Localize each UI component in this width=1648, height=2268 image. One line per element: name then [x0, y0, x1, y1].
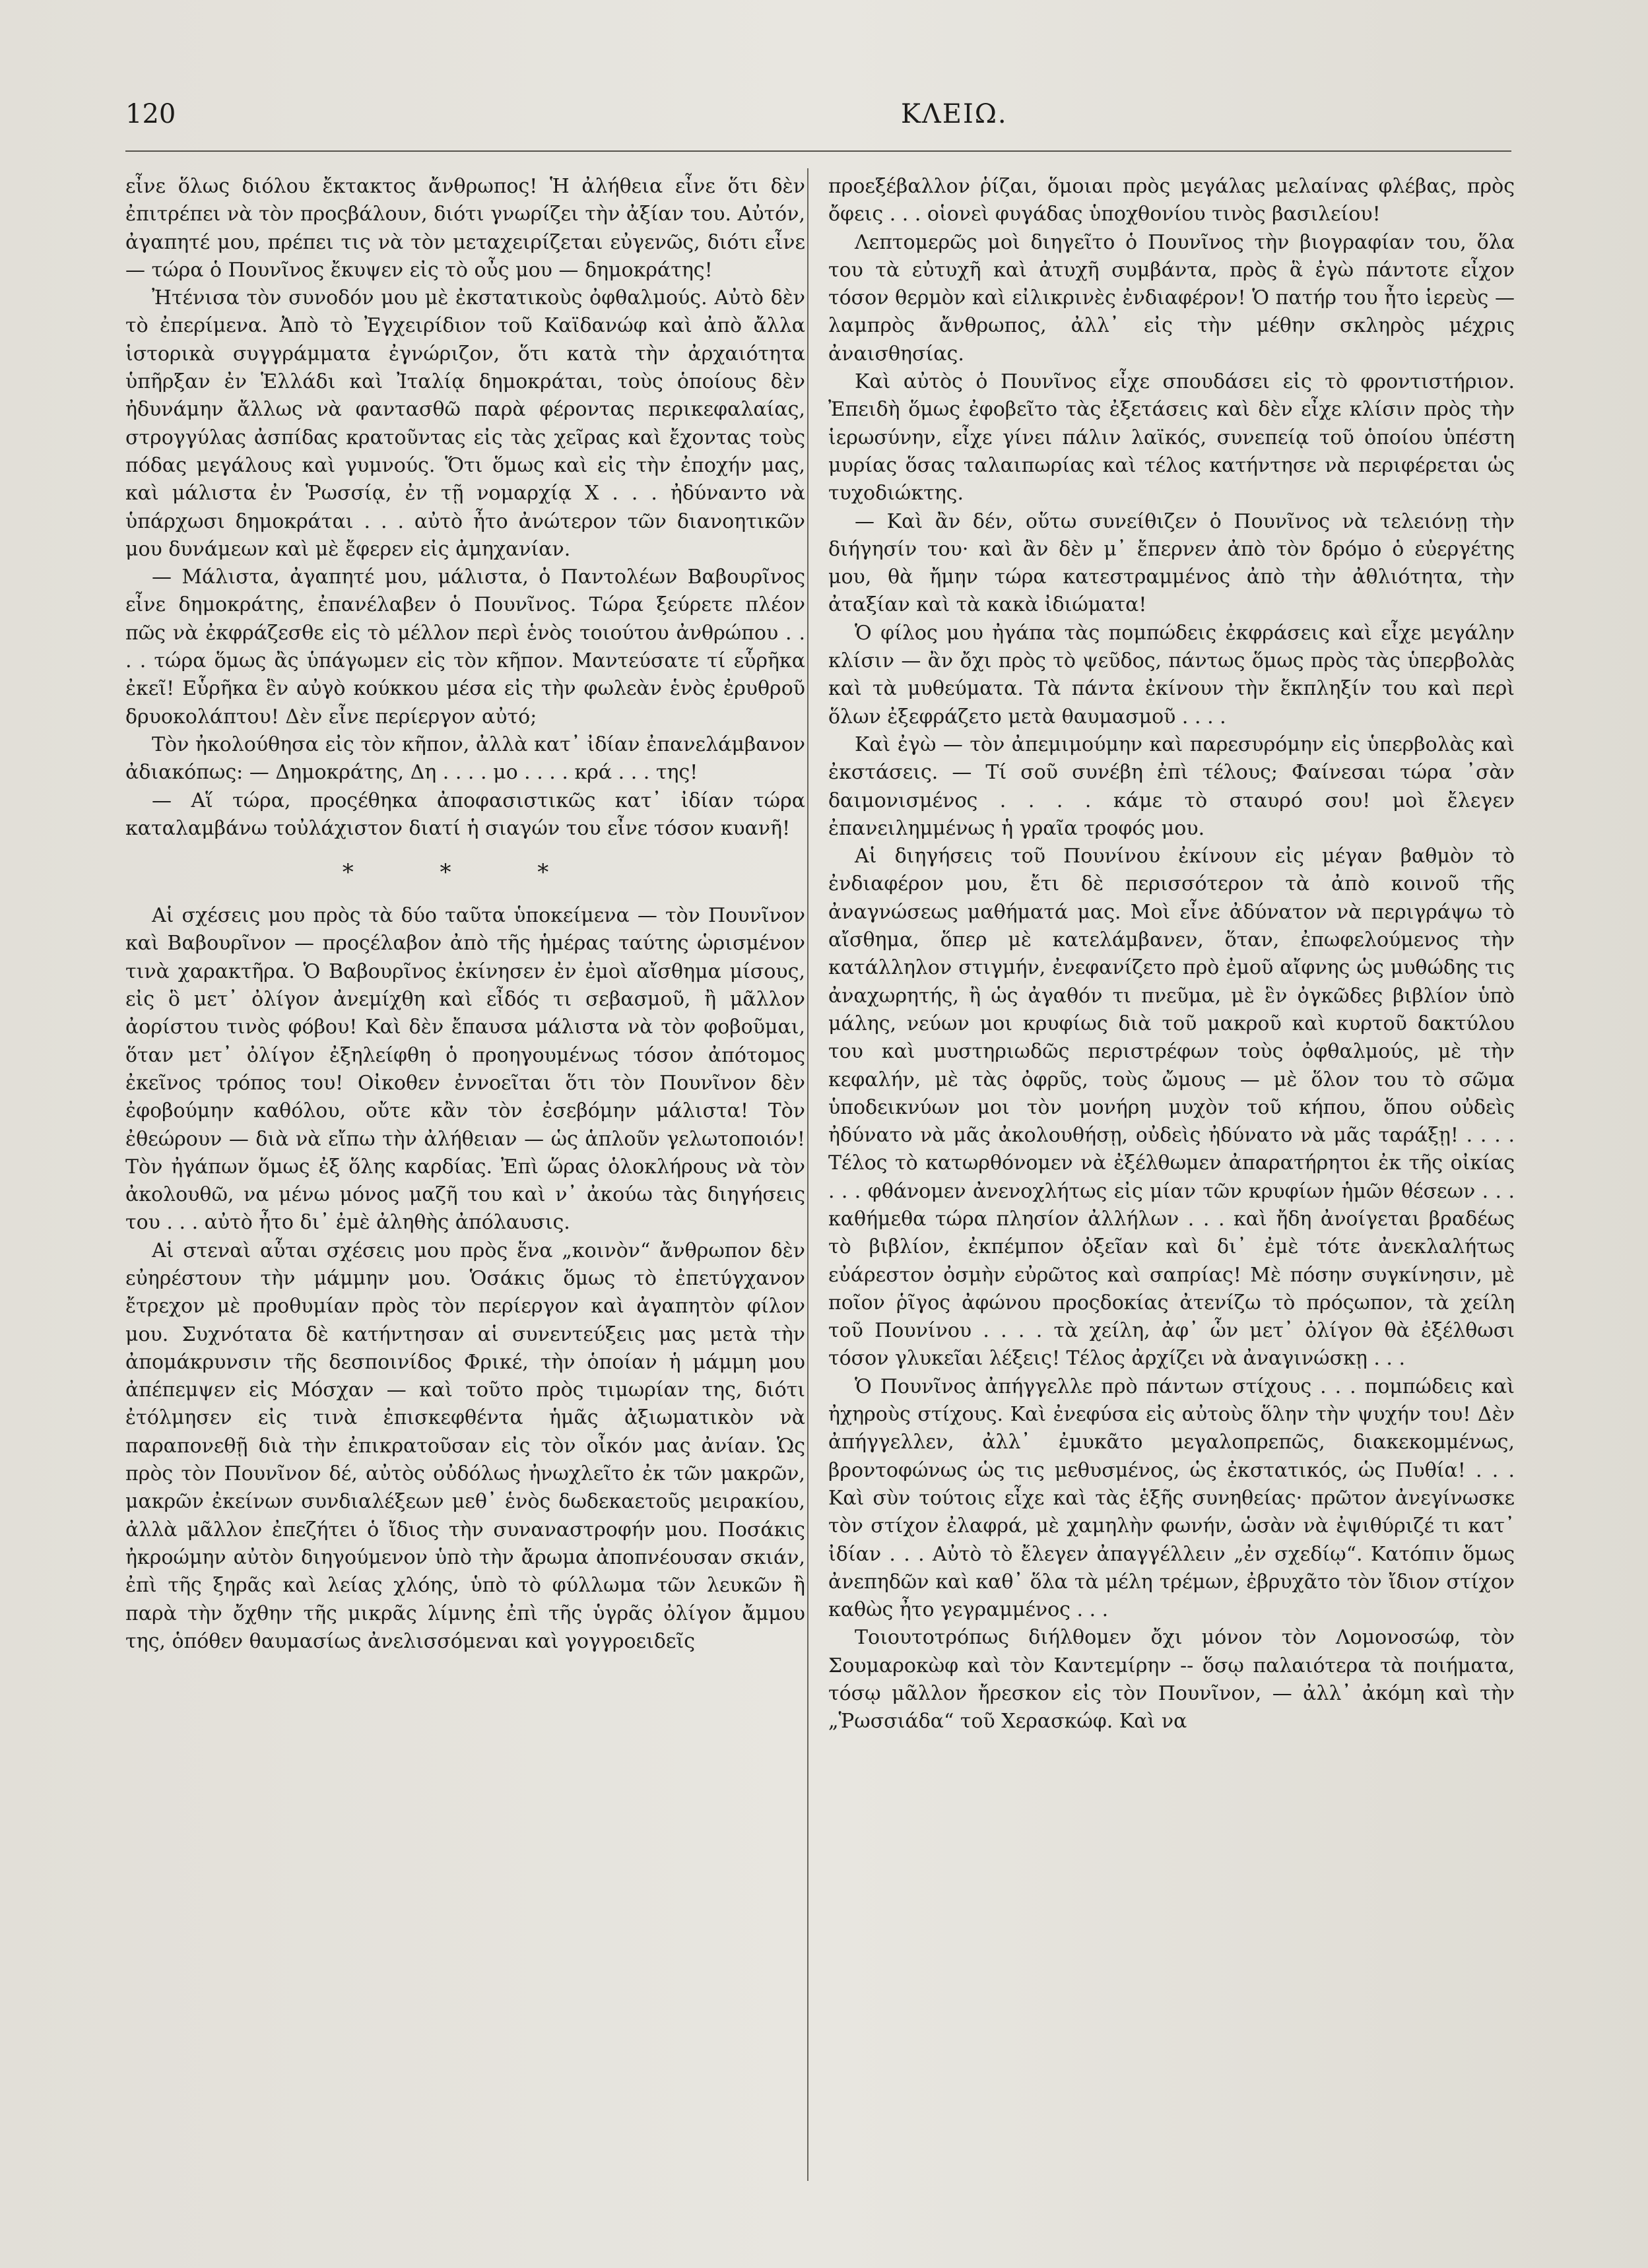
paragraph: Ὁ Πουνῖνος ἀπήγγελλε πρὸ πάντων στίχους . . . πομπώδεις καὶ ἠχηροὺς στίχους. Καὶ ἐνεφύσα εἰς αὐτοὺς ὅλην τὴν ψυχήν του! Δὲν ἀπήγγελλεν, ἀλλ᾿ ἐμυκᾶτο μεγαλοπρεπῶς, διακεκομμένως, βροντοφώνως ὡς τις μεθυσμένος, ὡς ἐκστατικός, ὡς Πυθία! . . . Καὶ σὺν τούτοις εἶχε καὶ τὰς ἑξῆς συνηθείας· πρῶτον ἀνεγίνωσκε τὸν στίχον ἐλαφρά, μὲ χαμηλὴν φωνήν, ὡσὰν νὰ ἐψιθύριζέ τι κατ᾿ ἰδίαν . . . Αὐτὸ τὸ ἔλεγεν ἀπαγγέλλειν „ἐν σχεδίῳ“. Κατόπιν ὅμως ἀνεπηδῶν καὶ καθ᾿ ὅλα τὰ μέλη τρέμων, ἐβρυχᾶτο τὸν ἴδιον στίχον καθὼς ἦτο γεγραμμένος . . . — [828, 1375, 1515, 1622]
paragraph: Αἱ στεναὶ αὗται σχέσεις μου πρὸς ἕνα „κοινὸν“ ἄνθρωπον δὲν εὐηρέστουν τὴν μάμμην μου. Ὁσάκις ὅμως τὸ ἐπετύγχανον ἔτρεχον μὲ προθυμίαν πρὸς τὸν περίεργον καὶ ἀγαπητὸν φίλον μου. Συχνότατα δὲ κατήντησαν αἱ συνεντεύξεις μας μετὰ τὴν ἀπομάκρυνσιν τῆς δεσποινίδος Φρικέ, τὴν ὁποίαν ἡ μάμμη μου ἀπέπεμψεν εἰς Μόσχαν — καὶ τοῦτο πρὸς τιμωρίαν της, διότι ἐτόλμησεν εἰς τινὰ ἐπισκεφθέντα ἡμᾶς ἀξιωματικὸν νὰ παραπονεθῇ διὰ τὴν ἐπικρατοῦσαν εἰς τὸν οἶκόν μας ἀνίαν. Ὡς πρὸς τὸν Πουνῖνον δέ, αὐτὸς οὐδόλως ἠνωχλεῖτο ἐκ τῶν μακρῶν, μακρῶν ἐκείνων συνδιαλέξεων μεθ᾿ ἑνὸς δωδεκαετοῦς μειρακίου, ἀλλὰ μᾶλλον ἐπεζήτει ὁ ἴδιος τὴν συναναστροφήν μου. Ποσάκις ἠκροώμην αὐτὸν διηγούμενον ὑπὸ τὴν ἄρωμα ἀποπνέουσαν σκιάν, ἐπὶ τῆς ξηρᾶς καὶ λείας χλόης, ὑπὸ τὸ φύλλωμα τῶν λευκῶν ἢ παρὰ τὴν ὄχθην τῆς μικρᾶς λίμνης ἐπὶ τῆς ὑγρᾶς ὀλίγον ἄμμου της, ὁπόθεν θαυμασίως ἀνελισσόμεναι καὶ γογγροειδεῖς — [125, 1239, 805, 1653]
paragraph: Τὸν ἠκολούθησα εἰς τὸν κῆπον, ἀλλὰ κατ᾿ ἰδίαν ἐπανελάμβανον ἀδιακόπως: — Δημοκράτης, Δη . . . . μο . . . . κρά . . . της! — [125, 732, 805, 785]
paragraph: — Μάλιστα, ἀγαπητέ μου, μάλιστα, ὁ Παντολέων Βαβουρῖνος εἶνε δημοκράτης, ἐπανέλαβεν ὁ Πουνῖνος. Τώρα ξεύρετε πλέον πῶς νὰ ἐκφράζεσθε εἰς τὸ μέλλον περὶ ἑνὸς τοιούτου ἀνθρώπου . . . . τώρα ὅμως ἂς ὑπάγωμεν εἰς τὸν κῆπον. Μαντεύσατε τί εὗρῆκα ἐκεῖ! Εὗρῆκα ἓν αὐγὸ κούκκου μέσα εἰς τὴν φωλεὰν ἑνὸς ἐρυθροῦ δρυοκολάπτου! Δὲν εἶνε περίεργον αὐτό; — [125, 566, 805, 729]
column-divider — [807, 168, 808, 2181]
paragraph: εἶνε ὅλως διόλου ἔκτακτος ἄνθρωπος! Ἡ ἀλήθεια εἶνε ὅτι δὲν ἐπιτρέπει νὰ τὸν προςβάλουν, διότι γνωρίζει τὴν ἀξίαν του. Αὐτόν, ἀγαπητέ μου, πρέπει τις νὰ τὸν μεταχειρίζεται εὐγενῶς, διότι εἶνε — τώρα ὁ Πουνῖνος ἔκυψεν εἰς τὸ οὖς μου — δημοκράτης! — [125, 175, 805, 282]
section-break-asterisks: * * * — [342, 859, 589, 886]
right-column — [828, 173, 1515, 1736]
paragraph: Ὁ φίλος μου ἠγάπα τὰς πομπώδεις ἐκφράσεις καὶ εἶχε μεγάλην κλίσιν — ἂν ὄχι πρὸς τὸ ψεῦδος, πάντως ὅμως πρὸς τὰς ὑπερβολὰς καὶ τὰ μυθεύματα. Τὰ πάντα ἐκίνουν τὴν ἔκπληξίν του καὶ περὶ ὅλων ἐξεφράζετο μετὰ θαυμασμοῦ . . . . — [828, 621, 1515, 729]
paragraph: προεξέβαλλον ῥίζαι, ὅμοιαι πρὸς μεγάλας μελαίνας φλέβας, πρὸς ὄφεις . . . οἱονεὶ φυγάδας ὑποχθονίου τινὸς βασιλείου! — [828, 175, 1515, 226]
header-rule — [125, 150, 1511, 152]
paragraph: Ἠτένισα τὸν συνοδόν μου μὲ ἐκστατικοὺς ὀφθαλμούς. Αὐτὸ δὲν τὸ ἐπερίμενα. Ἀπὸ τὸ Ἐγχειρίδιον τοῦ Καϊδανώφ καὶ ἀπὸ ἄλλα ἱστορικὰ συγγράμματα ἐγνώριζον, ὅτι κατὰ τὴν ἀρχαιότητα ὑπῆρξαν ἐν Ἑλλάδι καὶ Ἰταλίᾳ δημοκράται, τοὺς ὁποίους δὲν ἠδυνάμην ἄλλως νὰ φαντασθῶ παρὰ φέροντας περικεφαλαίας, στρογγύλας ἀσπίδας κρατοῦντας εἰς τὰς χεῖρας καὶ ἔχοντας τοὺς πόδας μεγάλους καὶ γυμνούς. Ὅτι ὅμως καὶ εἰς τὴν ἐποχήν μας, καὶ μάλιστα ἐν Ῥωσσίᾳ, ἐν τῇ νομαρχίᾳ Χ . . . ἠδύναντο νὰ ὑπάρχωσι δημοκράται . . . αὐτὸ ἦτο ἀνώτερον τῶν διανοητικῶν μου δυνάμεων καὶ μὲ ἔφερεν εἰς ἀμηχανίαν. — [125, 286, 805, 561]
paragraph: Καὶ ἐγὼ — τὸν ἀπεμιμούμην καὶ παρεσυρόμην εἰς ὑπερβολὰς καὶ ἐκστάσεις. — Τί σοῦ συνέβη ἐπὶ τέλους; Φαίνεσαι τώρα ᾽σὰν δαιμονισμένος . . . . κάμε τὸ σταυρό σου! μοὶ ἔλεγεν ἐπανειλημμένως ἡ γραῖα τροφός μου. — [828, 732, 1515, 840]
left-column — [125, 173, 805, 1656]
running-header — [125, 99, 1511, 139]
paragraph: Λεπτομερῶς μοὶ διηγεῖτο ὁ Πουνῖνος τὴν βιογραφίαν του, ὅλα του τὰ εὐτυχῆ καὶ ἀτυχῆ συμβάντα, πρὸς ἃ ἐγὼ πάντοτε εἶχον τόσον θερμὸν καὶ εἰλικρινὲς ἐνδιαφέρον! Ὁ πατήρ του ἦτο ἱερεὺς — λαμπρὸς ἄνθρωπος, ἀλλ᾿ εἰς τὴν μέθην σκληρὸς μέχρις ἀναισθησίας. — [828, 230, 1515, 366]
paragraph: — Καὶ ἂν δέν, οὕτω συνείθιζεν ὁ Πουνῖνος νὰ τελειόνῃ τὴν διήγησίν του· καὶ ἂν δὲν μ᾿ ἔπερνεν ἀπὸ τὸν δρόμο ὁ εὐεργέτης μου, θὰ ἤμην τώρα κατεστραμμένος ἀπὸ τὴν ἀθλιότητα, τὴν ἀταξίαν καὶ τὰ κακὰ ἰδιώματα! — [828, 509, 1515, 617]
paragraph: Τοιουτοτρόπως διήλθομεν ὄχι μόνον τὸν Λομονοσώφ, τὸν Σουμαροκὼφ καὶ τὸν Καντεμίρην -- ὅσῳ παλαιότερα τὰ ποιήματα, τόσῳ μᾶλλον ἤρεσκον εἰς τὸν Πουνῖνον, — ἀλλ᾿ ἀκόμη καὶ τὴν „Ῥωσσιάδα“ τοῦ Χερασκώφ. Καὶ να — [828, 1626, 1515, 1733]
paragraph: Αἱ διηγήσεις τοῦ Πουνίνου ἐκίνουν εἰς μέγαν βαθμὸν τὸ ἐνδιαφέρον μου, ἔτι δὲ περισσότερον τὰ ἀπὸ κοινοῦ τῆς ἀναγνώσεως μαθήματά μας. Μοὶ εἶνε ἀδύνατον νὰ περιγράψω τὸ αἴσθημα, ὅπερ μὲ κατελάμβανεν, ὅταν, ἐπωφελούμενος τὴν κατάλληλον στιγμήν, ἐνεφανίζετο πρὸ ἐμοῦ αἴφνης ὡς μυθώδης τις ἀναχωρητής, ἢ ὡς ἀγαθόν τι πνεῦμα, μὲ ἓν ὀγκῶδες βιβλίον ὑπὸ μάλης, νεύων μοι κρυφίως διὰ τοῦ μακροῦ καὶ κυρτοῦ δακτύλου του καὶ μυστηριωδῶς περιστρέφων τοὺς ὀφθαλμούς, μὲ τὴν κεφαλήν, μὲ τὰς ὀφρῦς, τοὺς ὤμους — μὲ ὅλον του τὸ σῶμα ὑποδεικνύων μοι τὸν μονήρη μυχὸν τοῦ κήπου, ὅπου οὐδεὶς ἠδύνατο νὰ μᾶς ἀκολουθήσῃ, οὐδεὶς ἠδύνατο νὰ μᾶς ταράξῃ! . . . . Τέλος τὸ κατωρθόνομεν νὰ ἐξέλθωμεν ἀπαρατήρητοι ἐκ τῆς οἰκίας . . . φθάνομεν ἀνενοχλήτως εἰς μίαν τῶν κρυφίων ἡμῶν θέσεων . . . καθήμεθα τώρα πλησίον ἀλλήλων . . . καὶ ἤδη ἀνοίγεται βραδέως τὸ βιβλίον, ἐκπέμπον ὀξεῖαν καὶ δι᾿ ἐμὲ τότε ἀνεκλαλήτως εὐάρεστον ὀσμὴν εὐρῶτος καὶ σαπρίας! Μὲ πόσην συγκίνησιν, μὲ ποῖον ῥῖγος ἀφώνου προςδοκίας ἀτενίζω τὸ πρόςωπον, τὰ χείλη τοῦ Πουνίνου . . . . τὰ χείλη, ἀφ᾿ ὧν μετ᾿ ὀλίγον θὰ ἐξέλθωσι τόσον γλυκεῖαι λέξεις! Τέλος ἀρχίζει νὰ ἀναγινώσκῃ . . . — [828, 845, 1515, 1371]
paragraph: Αἱ σχέσεις μου πρὸς τὰ δύο ταῦτα ὑποκείμενα — τὸν Πουνῖνον καὶ Βαβουρῖνον — προςέλαβον ἀπὸ τῆς ἡμέρας ταύτης ὡρισμένον τινὰ χαρακτῆρα. Ὁ Βαβουρῖνος ἐκίνησεν ἐν ἐμοὶ αἴσθημα μίσους, εἰς ὃ μετ᾿ ὀλίγον ἀνεμίχθη καὶ εἶδός τι σεβασμοῦ, ἢ μᾶλλον ἀορίστου τινὸς φόβου! Καὶ δὲν ἔπαυσα μάλιστα νὰ τὸν φοβοῦμαι, ὅταν μετ᾿ ὀλίγον ἐξηλείφθη ὁ προηγουμένως τόσον ἀπότομος ἐκεῖνος τρόπος του! Οἰκοθεν ἐννοεῖται ὅτι τὸν Πουνῖνον δὲν ἐφοβούμην καθόλου, οὔτε κἂν τὸν ἐσεβόμην μάλιστα! Τὸν ἐθεώρουν — διὰ νὰ εἴπω τὴν ἀλήθειαν — ὡς ἁπλοῦν γελωτοποιόν! Τὸν ἠγάπων ὅμως ἐξ ὅλης καρδίας. Ἐπὶ ὥρας ὁλοκλήρους νὰ τὸν ἀκολουθῶ, να μένω μόνος μαζῆ του καὶ ν᾿ ἀκούω τὰς διηγήσεις του . . . αὐτὸ ἦτο δι᾿ ἐμὲ ἀληθὴς ἀπόλαυσις. — [125, 904, 805, 1235]
page-number: 120 — [125, 99, 176, 129]
paragraph: — Αἵ τώρα, προςέθηκα ἀποφασιστικῶς κατ᾿ ἰδίαν τώρα καταλαμβάνω τοὐλάχιστον διατί ἡ σιαγών του εἶνε τόσον κυανῆ! — [125, 789, 805, 840]
journal-title: ΚΛΕΙΩ. — [901, 99, 1008, 129]
paragraph: Καὶ αὐτὸς ὁ Πουνῖνος εἶχε σπουδάσει εἰς τὸ φροντιστήριον. Ἐπειδὴ ὅμως ἐφοβεῖτο τὰς ἐξετάσεις καὶ δὲν εἶχε κλίσιν πρὸς τὴν ἱερωσύνην, εἶχε γίνει πάλιν λαϊκός, συνεπείᾳ τοῦ ὁποίου ὑπέστη μυρίας ὅσας ταλαιπωρίας καὶ τέλος κατήντησε νὰ περιφέρεται ὡς τυχοδιώκτης. — [828, 370, 1515, 505]
